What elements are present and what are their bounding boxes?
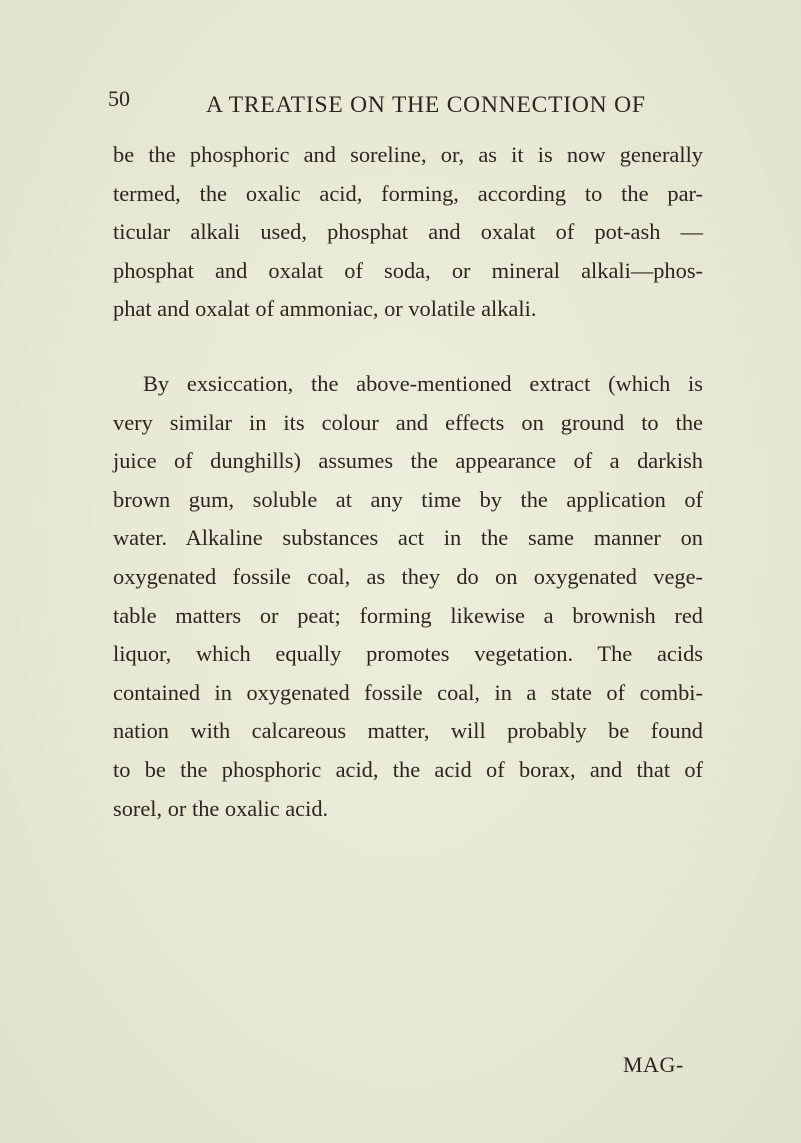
text-line: sorel, or the oxalic acid. xyxy=(113,795,329,821)
text-line: liquor, which equally promotes vegetation. The acids xyxy=(113,641,703,667)
text-line: to be the phosphoric acid, the acid of borax, and that of xyxy=(113,756,703,782)
text-line: termed, the oxalic acid, forming, according to the par- xyxy=(113,180,703,206)
text-line: brown gum, soluble at any time by the application of xyxy=(113,486,703,512)
text-line: contained in oxygenated fossile coal, in a state of combi- xyxy=(113,679,703,705)
page-number: 50 xyxy=(108,86,130,111)
text-line: table matters or peat; forming likewise a brownish red xyxy=(113,602,703,628)
text-line: oxygenated fossile coal, as they do on oxygenated vege- xyxy=(113,563,703,589)
text-line: nation with calcareous matter, will probably be found xyxy=(113,718,703,744)
text-line: phosphat and oxalat of soda, or mineral alkali—phos- xyxy=(113,257,703,283)
text-line: By exsiccation, the above-mentioned extract (which is xyxy=(143,371,703,396)
running-head: A TREATISE ON THE CONNECTION OF xyxy=(206,92,646,118)
catchword: MAG- xyxy=(623,1052,684,1077)
text-line: be the phosphoric and soreline, or, as it is now generally xyxy=(113,142,703,167)
text-line: phat and oxalat of ammoniac, or volatile alkali. xyxy=(113,296,537,322)
text-line: juice of dunghills) assumes the appearance of a darkish xyxy=(113,448,703,474)
paragraph-2 xyxy=(113,365,703,828)
text-line: very similar in its colour and effects on ground to the xyxy=(113,409,703,435)
paragraph-1 xyxy=(113,136,703,329)
text-line: water. Alkaline substances act in the same manner on xyxy=(113,525,703,551)
text-line: ticular alkali used, phosphat and oxalat of pot-ash — xyxy=(113,219,703,245)
